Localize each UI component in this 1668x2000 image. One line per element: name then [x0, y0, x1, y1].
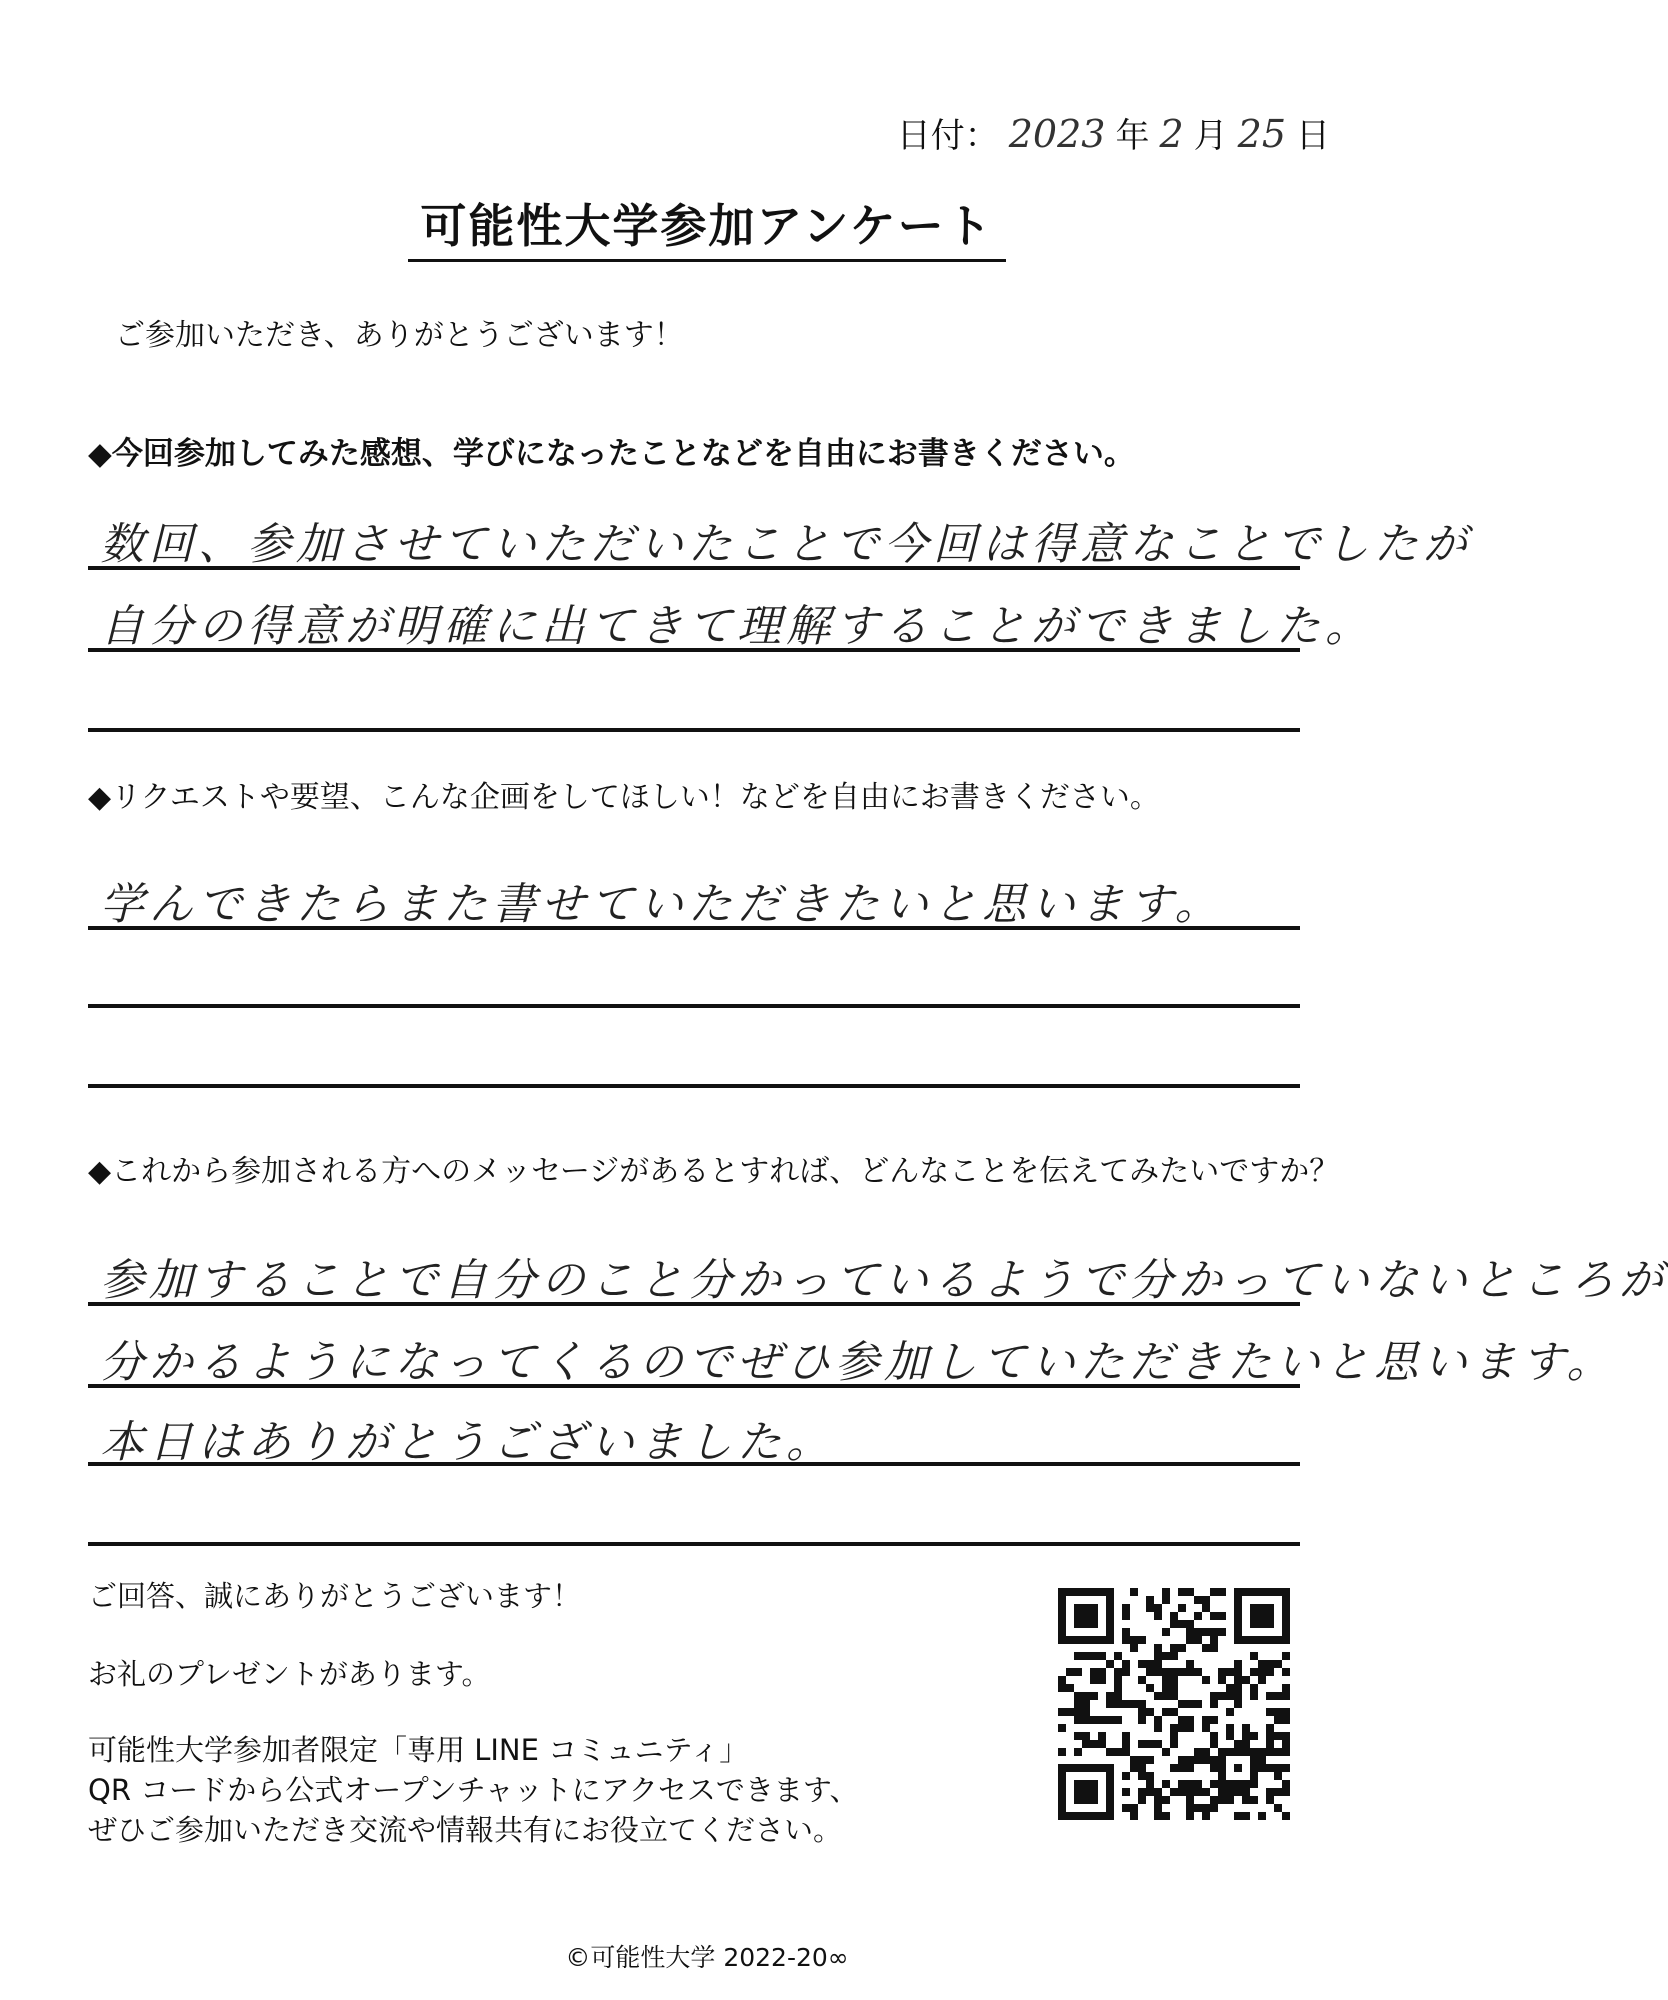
- answer-2-line-1: 学んできたらまた書せていただきたいと思います。: [100, 879, 1224, 930]
- date-label: 日付：: [896, 116, 999, 156]
- qr-code-graphic: [1058, 1588, 1290, 1820]
- answer-rule: [88, 728, 1300, 732]
- answer-1-line-1: 数回、参加させていただいたことで今回は得意なことでしたが: [100, 519, 1472, 570]
- date-month-unit: 月: [1193, 116, 1228, 156]
- footer-thanks: ご回答、誠にありがとうございます！: [88, 1579, 582, 1613]
- question-2: ◆リクエストや要望、こんな企画をしてほしい！などを自由にお書きください。: [88, 780, 1160, 815]
- answer-rule: [88, 648, 1300, 652]
- date-year: 2023: [1008, 112, 1106, 156]
- question-1: ◆今回参加してみた感想、学びになったことなどを自由にお書きください。: [88, 436, 1135, 472]
- footer-line-invite: ぜひご参加いただき交流や情報共有にお役立てください。: [88, 1813, 843, 1847]
- answer-rule: [88, 1302, 1300, 1306]
- date-month: 2: [1159, 112, 1184, 156]
- footer-line-community: 可能性大学参加者限定「専用 LINE コミュニティ」: [88, 1733, 749, 1767]
- page-title-wrapper: [0, 190, 1414, 256]
- answer-3-line-2: 分かるようになってくるのでぜひ参加していただきたいと思います。: [100, 1337, 1616, 1388]
- answer-rule: [88, 1462, 1300, 1466]
- question-3: ◆これから参加される方へのメッセージがあるとすれば、どんなことを伝えてみたいですか？: [88, 1154, 1340, 1189]
- date-year-unit: 年: [1115, 116, 1150, 156]
- answer-rule: [88, 1004, 1300, 1008]
- answer-rule: [88, 566, 1300, 570]
- footer-present: お礼のプレゼントがあります。: [88, 1657, 491, 1691]
- date-day: 25: [1237, 112, 1286, 156]
- answer-rule: [88, 926, 1300, 930]
- page-title: 可能性大学参加アンケート: [408, 199, 1005, 262]
- intro-text: ご参加いただき、ありがとうございます！: [115, 318, 684, 353]
- answer-3-line-1: 参加することで自分のこと分かっているようで分かっていないところが: [100, 1255, 1668, 1306]
- answer-rule: [88, 1084, 1300, 1088]
- copyright: ©可能性大学 2022-20∞: [565, 1943, 849, 1972]
- answer-rule: [88, 1542, 1300, 1546]
- answer-rule: [88, 1384, 1300, 1388]
- date-field: [897, 108, 1330, 157]
- answer-1-line-2: 自分の得意が明確に出てきて理解することができました。: [100, 601, 1374, 652]
- answer-3-line-3: 本日はありがとうございました。: [100, 1417, 835, 1468]
- qr-code-icon[interactable]: [1058, 1588, 1290, 1820]
- date-day-unit: 日: [1296, 116, 1330, 156]
- footer-line-access: QR コードから公式オープンチャットにアクセスできます、: [88, 1773, 859, 1807]
